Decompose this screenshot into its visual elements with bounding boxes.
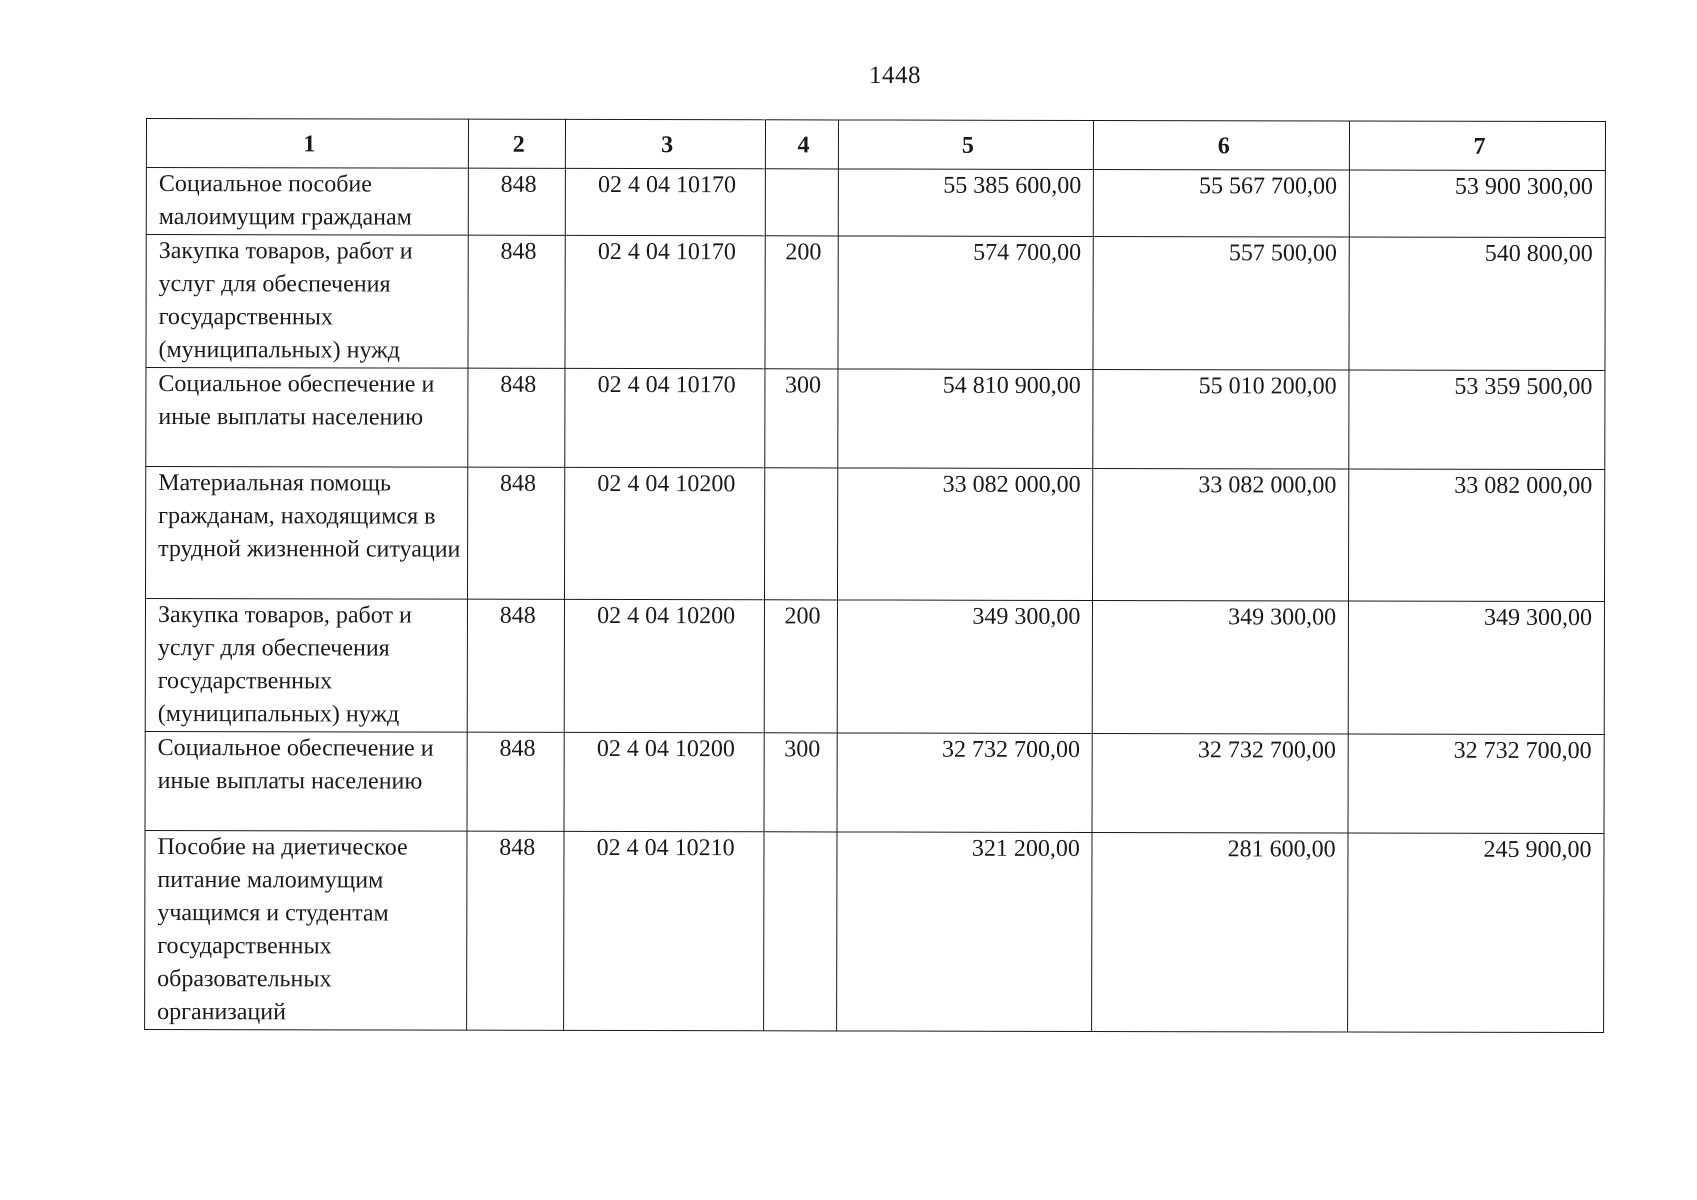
table-header xyxy=(146,119,1605,171)
row-grbs: 848 xyxy=(467,467,564,599)
row-vr: 200 xyxy=(764,600,837,733)
row-vr xyxy=(764,468,837,600)
header-col-3: 3 xyxy=(565,119,765,168)
table-body xyxy=(145,168,1606,1033)
row-grbs: 848 xyxy=(467,732,564,831)
row-grbs: 848 xyxy=(468,235,565,368)
row-amount-year3: 245 900,00 xyxy=(1348,833,1604,1033)
row-amount-year2: 557 500,00 xyxy=(1093,236,1349,370)
row-amount-year1: 54 810 900,00 xyxy=(837,369,1093,469)
row-amount-year1: 321 200,00 xyxy=(836,832,1092,1032)
table-row xyxy=(145,830,1604,1032)
row-grbs: 848 xyxy=(466,831,563,1030)
row-amount-year1: 55 385 600,00 xyxy=(838,169,1094,237)
row-amount-year2: 33 082 000,00 xyxy=(1093,468,1349,601)
row-amount-year1: 574 700,00 xyxy=(838,236,1094,370)
row-csr: 02 4 04 10170 xyxy=(565,368,765,467)
table-row xyxy=(145,599,1604,735)
header-col-2: 2 xyxy=(468,119,565,168)
table-row xyxy=(145,731,1604,833)
row-name: Социальное обеспечение и иные выплаты населению xyxy=(146,368,468,468)
page-number: 1448 xyxy=(869,62,921,89)
header-col-1: 1 xyxy=(146,119,468,169)
row-grbs: 848 xyxy=(467,599,564,732)
row-name: Социальное обеспечение и иные выплаты населению xyxy=(145,731,467,831)
row-csr: 02 4 04 10170 xyxy=(565,235,765,368)
row-grbs: 848 xyxy=(468,168,565,235)
table-row xyxy=(146,168,1605,238)
row-amount-year2: 55 010 200,00 xyxy=(1093,369,1349,469)
row-csr: 02 4 04 10200 xyxy=(564,732,764,831)
row-amount-year1: 33 082 000,00 xyxy=(837,468,1093,601)
row-name: Закупка товаров, работ и услуг для обеспечения государственных (муниципальных) нужд xyxy=(146,235,468,369)
row-amount-year2: 349 300,00 xyxy=(1093,600,1349,734)
row-amount-year2: 32 732 700,00 xyxy=(1092,733,1348,833)
row-name: Материальная помощь гражданам, находящимся в трудной жизненной ситуации xyxy=(145,467,467,600)
row-amount-year1: 349 300,00 xyxy=(837,600,1093,734)
row-name: Закупка товаров, работ и услуг для обеспечения государственных (муниципальных) нужд xyxy=(145,599,467,733)
row-name: Пособие на диетическое питание малоимущим учащимся и студентам государственных образовательных организаций xyxy=(145,830,467,1030)
header-col-5: 5 xyxy=(838,120,1094,170)
row-amount-year1: 32 732 700,00 xyxy=(837,733,1093,833)
row-vr xyxy=(763,832,836,1031)
row-name: Социальное пособие малоимущим гражданам xyxy=(146,168,468,236)
header-col-6: 6 xyxy=(1094,120,1350,170)
row-vr xyxy=(765,169,838,236)
row-amount-year2: 55 567 700,00 xyxy=(1094,169,1350,237)
row-csr: 02 4 04 10170 xyxy=(565,168,765,235)
row-amount-year3: 33 082 000,00 xyxy=(1349,469,1605,602)
header-col-7: 7 xyxy=(1350,121,1606,171)
row-vr: 200 xyxy=(765,236,838,369)
row-grbs: 848 xyxy=(468,368,565,467)
table-row xyxy=(145,467,1604,602)
table-row xyxy=(146,235,1605,371)
row-amount-year2: 281 600,00 xyxy=(1092,832,1348,1032)
row-amount-year3: 349 300,00 xyxy=(1348,601,1604,735)
row-amount-year3: 540 800,00 xyxy=(1349,237,1605,371)
row-amount-year3: 53 900 300,00 xyxy=(1349,170,1605,238)
row-amount-year3: 53 359 500,00 xyxy=(1349,370,1605,470)
row-csr: 02 4 04 10210 xyxy=(563,831,763,1030)
row-amount-year3: 32 732 700,00 xyxy=(1348,734,1604,834)
row-csr: 02 4 04 10200 xyxy=(564,467,764,599)
row-vr: 300 xyxy=(764,369,837,468)
header-row xyxy=(146,119,1605,171)
budget-table xyxy=(144,118,1606,1033)
table-row xyxy=(146,368,1605,470)
row-csr: 02 4 04 10200 xyxy=(564,599,764,732)
header-col-4: 4 xyxy=(765,120,838,169)
row-vr: 300 xyxy=(764,733,837,832)
